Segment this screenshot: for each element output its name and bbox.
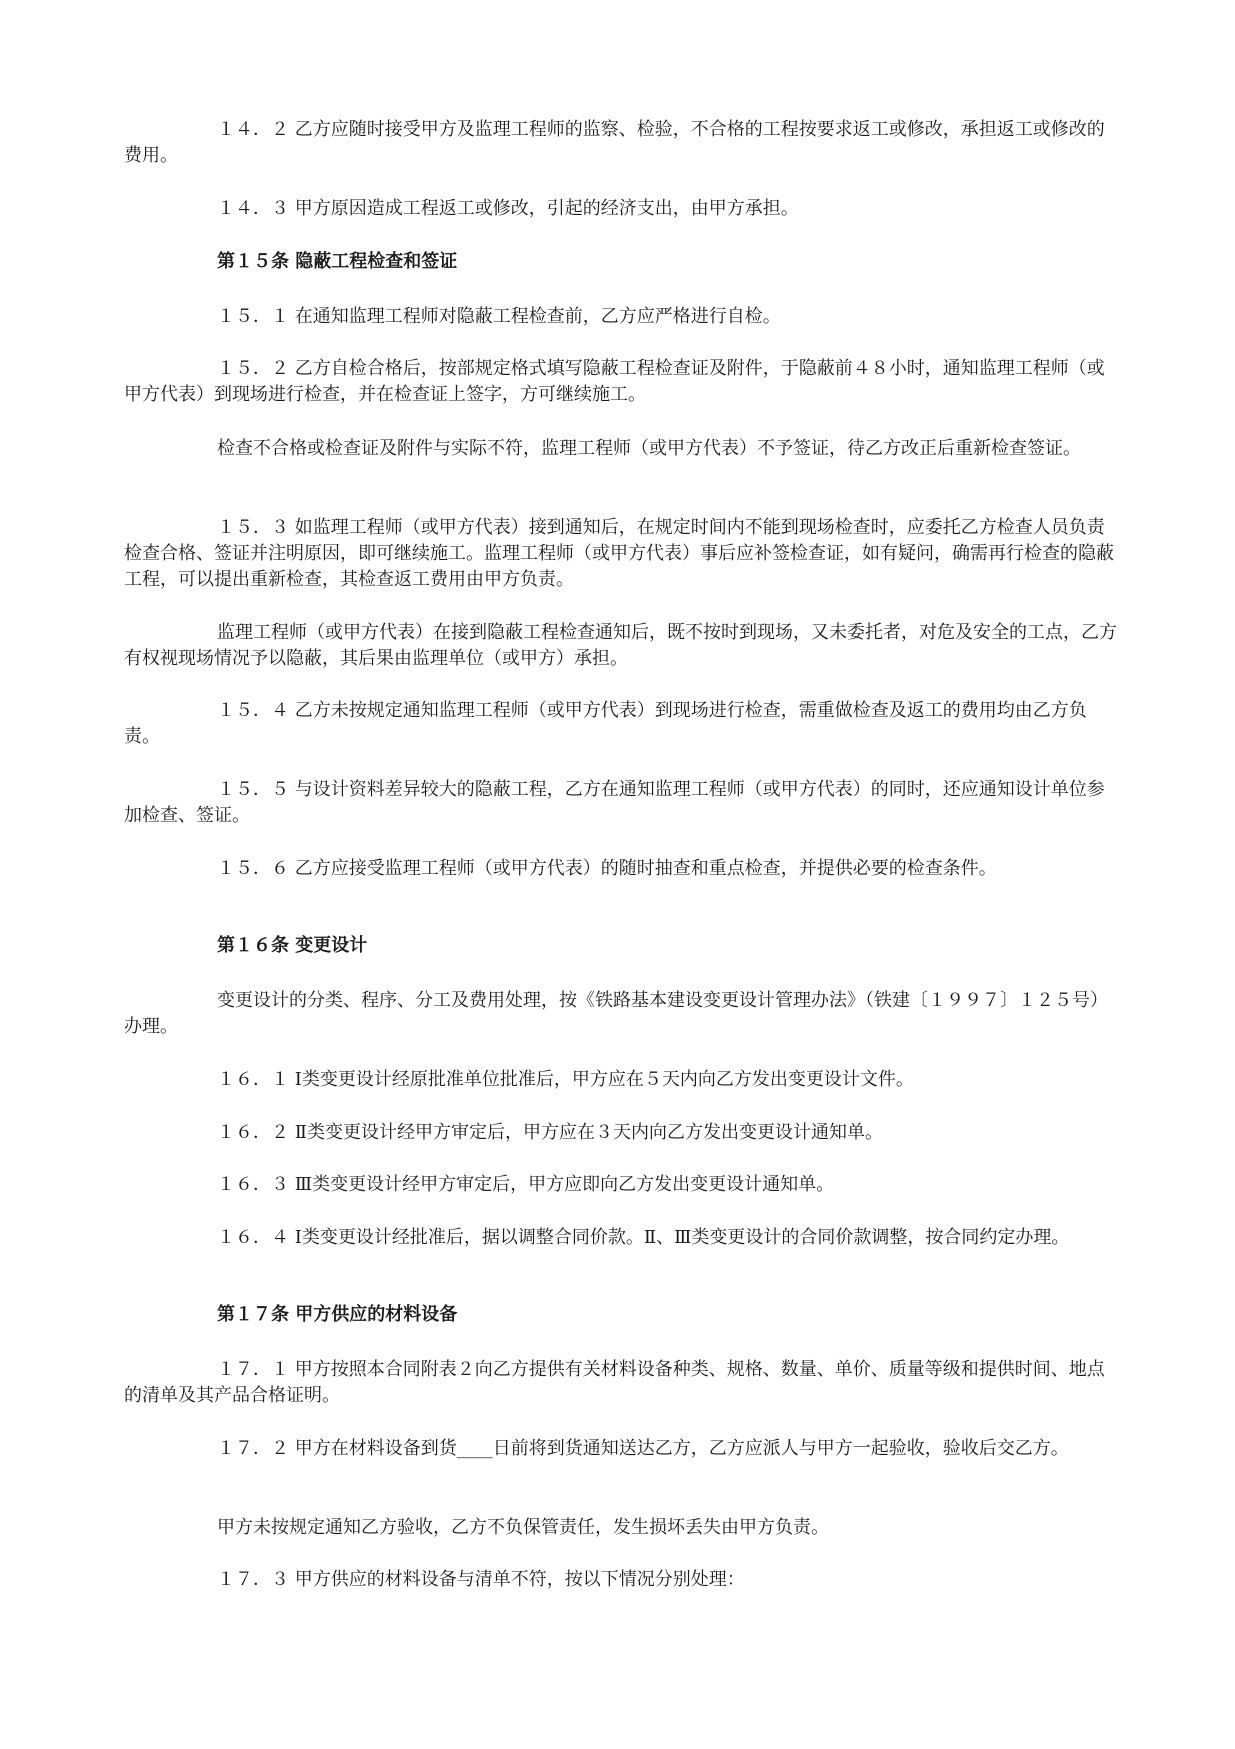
paragraph-16-2: １６．２ Ⅱ类变更设计经甲方审定后，甲方应在３天内向乙方发出变更设计通知单。 <box>217 1122 883 1143</box>
paragraph-17-1: １７．１ 甲方按照本合同附表２向乙方提供有关材料设备种类、规格、数量、单价、质量等级和提供时间、地点的清单及其产品合格证明。 <box>124 1359 1105 1406</box>
paragraph-15-2-note: 检查不合格或检查证及附件与实际不符，监理工程师（或甲方代表）不予签证，待乙方改正后重新检查签证。 <box>217 438 1081 459</box>
paragraph-17-2-note: 甲方未按规定通知乙方验收，乙方不负保管责任，发生损坏丢失由甲方负责。 <box>217 1517 829 1538</box>
paragraph-15-5: １５．５ 与设计资料差异较大的隐蔽工程，乙方在通知监理工程师（或甲方代表）的同时，还应通知设计单位参加检查、签证。 <box>124 779 1105 826</box>
paragraph-16-3: １６．３ Ⅲ类变更设计经甲方审定后，甲方应即向乙方发出变更设计通知单。 <box>217 1174 835 1195</box>
paragraph-17-2: １７．２ 甲方在材料设备到货____日前将到货通知送达乙方，乙方应派人与甲方一起验收，验收后交乙方。 <box>217 1438 1069 1459</box>
paragraph-14-2: １４．２ 乙方应随时接受甲方及监理工程师的监察、检验，不合格的工程按要求返工或修改，承担返工或修改的费用。 <box>124 119 1105 166</box>
paragraph-15-3-note: 监理工程师（或甲方代表）在接到隐蔽工程检查通知后，既不按时到现场，又未委托者，对危及安全的工点，乙方有权视现场情况予以隐蔽，其后果由监理单位（或甲方）承担。 <box>124 622 1117 669</box>
paragraph-16-intro: 变更设计的分类、程序、分工及费用处理，按《铁路基本建设变更设计管理办法》（铁建〔１９９７〕１２５号）办理。 <box>124 990 1108 1037</box>
paragraph-16-1: １６．１ Ⅰ类变更设计经原批准单位批准后，甲方应在５天内向乙方发出变更设计文件。 <box>217 1069 914 1090</box>
paragraph-15-3: １５．３ 如监理工程师（或甲方代表）接到通知后，在规定时间内不能到现场检查时，应委托乙方检查人员负责检查合格、签证并注明原因，即可继续施工。监理工程师（或甲方代表）事后应补签检查证，如有疑问，确需再行检查的隐蔽工程，可以提出重新检查，其检查返工费用由甲方负责。 <box>124 517 1114 590</box>
heading-article-15: 第１５条 隐蔽工程检查和签证 <box>217 251 458 272</box>
heading-article-17: 第１７条 甲方供应的材料设备 <box>217 1304 458 1325</box>
paragraph-15-2: １５．２ 乙方自检合格后，按部规定格式填写隐蔽工程检查证及附件，于隐蔽前４８小时，通知监理工程师（或甲方代表）到现场进行检查，并在检查证上签字，方可继续施工。 <box>124 358 1105 405</box>
paragraph-17-3: １７．３ 甲方供应的材料设备与清单不符，按以下情况分别处理： <box>217 1569 745 1590</box>
paragraph-15-1: １５．１ 在通知监理工程师对隐蔽工程检查前，乙方应严格进行自检。 <box>217 306 781 327</box>
heading-article-16: 第１６条 变更设计 <box>217 935 368 956</box>
paragraph-15-6: １５．６ 乙方应接受监理工程师（或甲方代表）的随时抽查和重点检查，并提供必要的检查条件。 <box>217 858 997 879</box>
paragraph-16-4: １６．４ Ⅰ类变更设计经批准后，据以调整合同价款。Ⅱ、Ⅲ类变更设计的合同价款调整，按合同约定办理。 <box>217 1227 1070 1248</box>
paragraph-15-4: １５．４ 乙方未按规定通知监理工程师（或甲方代表）到现场进行检查，需重做检查及返工的费用均由乙方负责。 <box>124 700 1087 747</box>
paragraph-14-3: １４．３ 甲方原因造成工程返工或修改，引起的经济支出，由甲方承担。 <box>217 198 799 219</box>
